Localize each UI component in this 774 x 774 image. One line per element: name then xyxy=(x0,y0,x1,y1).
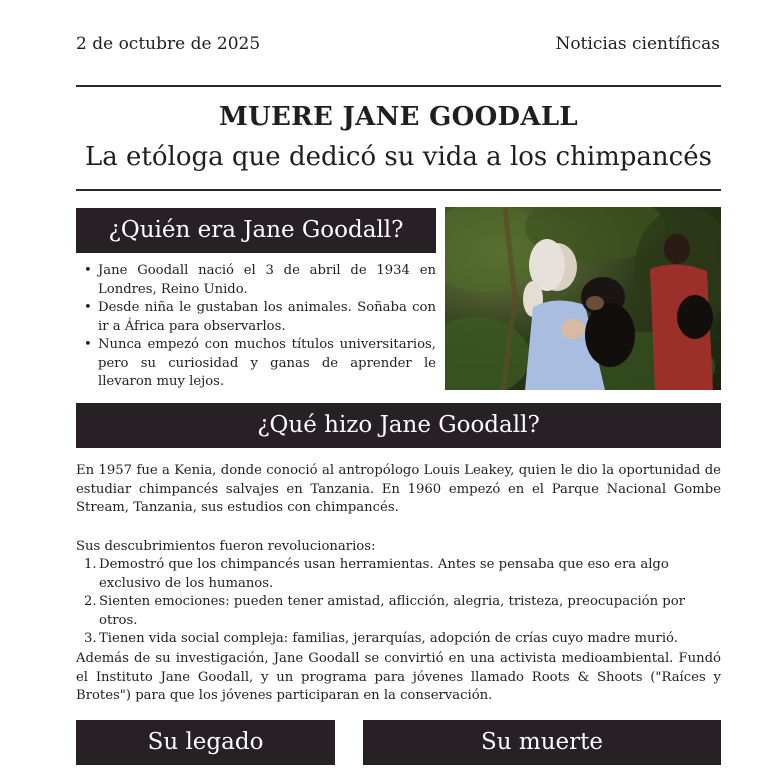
article-date: 2 de octubre de 2025 xyxy=(76,34,261,54)
list-number: 1. xyxy=(84,557,97,572)
what-section-title: ¿Qué hizo Jane Goodall? xyxy=(76,403,721,448)
list-text: Demostró que los chimpancés usan herramientas. Antes se pensaba que eso era algo exclusivo de los humanos. xyxy=(99,557,669,591)
list-number: 2. xyxy=(84,594,97,610)
list-text: Sienten emociones: pueden tener amistad, aflicción, alegria, tristeza, preocupación por otros. xyxy=(99,594,685,628)
subheadline: La etóloga que dedicó su vida a los chimpancés xyxy=(85,142,712,172)
section-name: Noticias científicas xyxy=(555,34,720,54)
who-section-title: ¿Quién era Jane Goodall? xyxy=(76,208,436,253)
discoveries-intro: Sus descubrimientos fueron revolucionarios: xyxy=(76,539,376,554)
list-item: • Nunca empezó con muchos títulos universitarios, pero su curiosidad y ganas de aprender le llevaron muy lejos. xyxy=(84,336,436,392)
top-line xyxy=(76,34,720,58)
what-intro-paragraph: En 1957 fue a Kenia, donde conoció al antropólogo Louis Leakey, quien le dio la oportunidad de estudiar chimpancés salvajes en Tanzania. En 1960 empezó en el Parque Nacional Gombe Stream, Tanzania, sus estudios con chimpancés. xyxy=(76,463,721,516)
who-bullet-list xyxy=(84,262,436,392)
list-item xyxy=(84,556,721,593)
list-number: 3. xyxy=(84,631,97,647)
jane-goodall-photo xyxy=(445,207,721,390)
list-item: • Desde niña le gustaban los animales. Soñaba con ir a África para observarlos. xyxy=(84,299,436,336)
headline: MUERE JANE GOODALL xyxy=(218,102,579,132)
top-rule xyxy=(76,85,721,87)
death-section-title: Su muerte xyxy=(363,720,721,765)
list-item xyxy=(84,593,721,630)
list-text: Tienen vida social compleja: familias, jerarquías, adopción de crías cuyo madre murió. xyxy=(99,631,678,647)
bottom-rule xyxy=(76,189,721,191)
closing-paragraph: Además de su investigación, Jane Goodall se convirtió en una activista medioambiental. Fundó el Instituto Jane Goodall, y un programa para jóvenes llamado Roots & Shoots ("Raíces y Brotes") para que los jóvenes participaran en la conservación. xyxy=(76,651,721,704)
legacy-section-title: Su legado xyxy=(76,720,335,765)
list-item: • Jane Goodall nació el 3 de abril de 1934 en Londres, Reino Unido. xyxy=(84,262,436,299)
list-item xyxy=(84,630,721,649)
photo-illustration xyxy=(445,207,721,390)
discoveries-list xyxy=(84,556,721,649)
